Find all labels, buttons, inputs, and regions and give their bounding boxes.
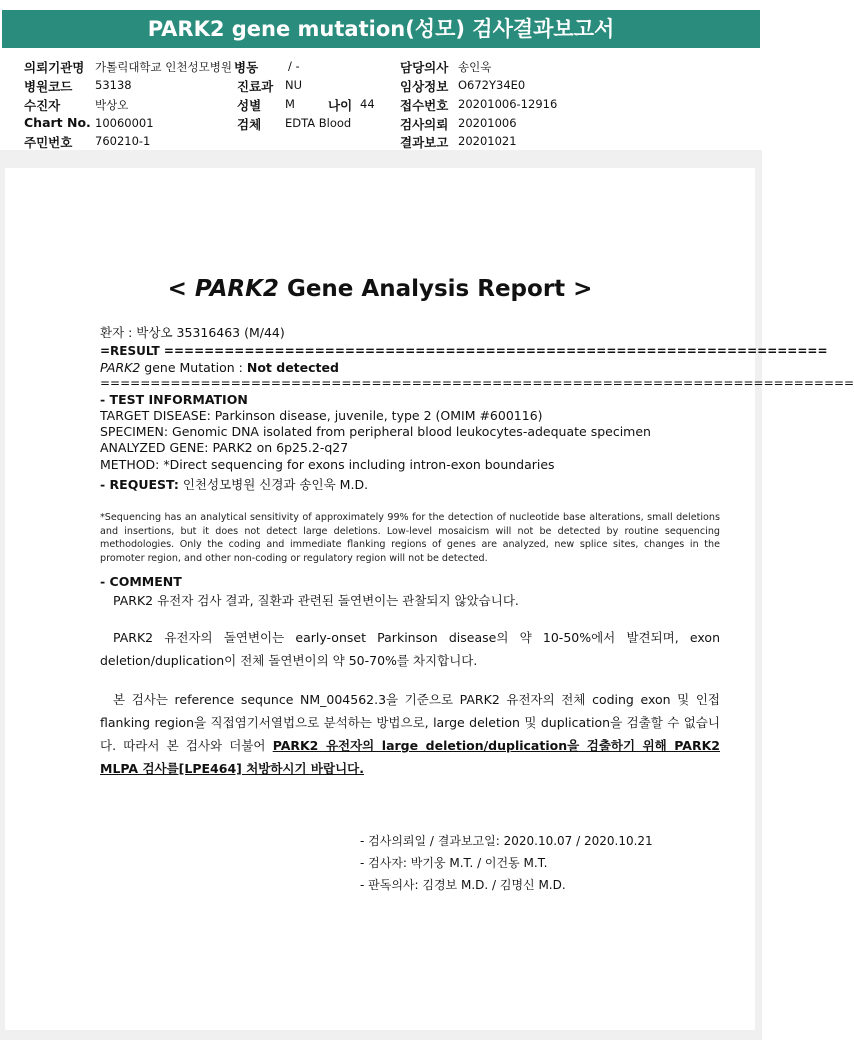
value-institution: 가톨릭대학교 인천성모병원 (95, 60, 232, 74)
label-ward: 병동 (234, 60, 259, 75)
comment-1: PARK2 유전자 검사 결과, 질환과 관련된 돌연변이는 관찰되지 않았습니다. (113, 593, 519, 608)
heading-gene: PARK2 (194, 276, 279, 302)
sign-technicians: - 검사자: 박기웅 M.T. / 이건동 M.T. (360, 856, 548, 870)
report-sheet (5, 168, 854, 1030)
value-specimen: EDTA Blood (285, 116, 352, 130)
label-receipt-no: 접수번호 (400, 98, 449, 113)
comment-3: 본 검사는 reference sequnce NM_004562.3을 기준으로 PARK2 유전자의 전체 coding exon 및 인접 flanking region을 직접염기서열법으로 분석하는 방법으로, large deletion 및 duplication을 검출할 수 없습니다. 따라서 본 검사와 더불어 PARK2 유전자의 large deletion/duplication을 검출하기 위해 PARK2 MLPA 검사를[LPE464] 처방하시기 바랍니다. (100, 692, 720, 776)
divider: =========================================================================== (100, 376, 854, 390)
result-line: PARK2 gene Mutation : Not detected (100, 360, 339, 375)
result-header: =RESULT ================================================================== (100, 344, 828, 358)
mlpa-recommendation: PARK2 유전자의 large deletion/duplication을 검출하기 위해 PARK2 MLPA 검사를[LPE464] 처방하시기 바랍니다. (100, 738, 720, 776)
label-clinical-info: 임상정보 (400, 79, 449, 94)
value-request-date: 20201006 (458, 116, 517, 130)
label-hospital-code: 병원코드 (24, 79, 73, 94)
target-disease: TARGET DISEASE: Parkinson disease, juvenile, type 2 (OMIM #600116) (100, 408, 543, 423)
test-info-label: - TEST INFORMATION (100, 392, 248, 407)
comment-label: - COMMENT (100, 574, 182, 589)
value-examinee: 박상오 (95, 98, 129, 112)
request-line: - REQUEST: 인천성모병원 신경과 송인욱 M.D. (100, 477, 369, 492)
value-report-date: 20201021 (458, 134, 517, 148)
method-line: METHOD: *Direct sequencing for exons including intron-exon boundaries (100, 457, 555, 472)
value-hospital-code: 53138 (95, 78, 132, 92)
label-examinee: 수진자 (24, 98, 61, 113)
label-chart-no: Chart No. (24, 115, 91, 130)
value-age: 44 (360, 97, 375, 111)
label-resident-no: 주민번호 (24, 135, 73, 150)
patient-info-panel (0, 57, 762, 150)
specimen-line: SPECIMEN: Genomic DNA isolated from peripheral blood leukocytes-adequate specimen (100, 424, 651, 439)
value-sex: M (285, 97, 295, 111)
comment-2: PARK2 유전자의 돌연변이는 early-onset Parkinson disease의 약 10-50%에서 발견되며, exon deletion/duplication이 전체 돌연변이의 약 50-70%를 차지합니다. (100, 630, 720, 668)
value-ward: / - (288, 59, 300, 73)
patient-line: 환자 : 박상오 35316463 (M/44) (100, 325, 285, 340)
label-department: 진료과 (237, 79, 274, 94)
analyzed-gene: ANALYZED GENE: PARK2 on 6p25.2-q27 (100, 440, 349, 455)
footnote: *Sequencing has an analytical sensitivity of approximately 99% for the detection of nucleotide base alterations, small deletions and insertions, but it does not detect large deletions. Low-level mosaicism will not be detected by routine sequencing methodologies. Only the coding and immediate flanking regions of genes are analyzed, new splice sites, changes in the promoter region, and other non-coding or regulatory region will not be detected. (100, 512, 720, 564)
report-title: PARK2 gene mutation(성모) 검사결과보고서 (2, 10, 760, 48)
label-report-date: 결과보고 (400, 135, 449, 150)
value-chart-no: 10060001 (95, 116, 154, 130)
label-institution: 의뢰기관명 (24, 60, 85, 75)
label-sex: 성별 (237, 98, 262, 113)
value-receipt-no: 20201006-12916 (458, 97, 558, 111)
label-age: 나이 (328, 98, 353, 113)
value-department: NU (285, 78, 303, 92)
report-heading: < PARK2 Gene Analysis Report > (167, 276, 593, 302)
label-specimen: 검체 (237, 117, 262, 132)
sign-doctors: - 판독의사: 김경보 M.D. / 김명신 M.D. (360, 878, 566, 892)
value-resident-no: 760210-1 (95, 134, 151, 148)
title-bar (0, 0, 762, 57)
result-value: Not detected (246, 360, 339, 375)
sign-dates: - 검사의뢰일 / 결과보고일: 2020.10.07 / 2020.10.21 (360, 834, 653, 848)
label-physician: 담당의사 (400, 60, 449, 75)
label-request-date: 검사의뢰 (400, 117, 449, 132)
value-physician: 송인욱 (458, 60, 492, 74)
value-clinical-info: O672Y34E0 (458, 78, 526, 92)
